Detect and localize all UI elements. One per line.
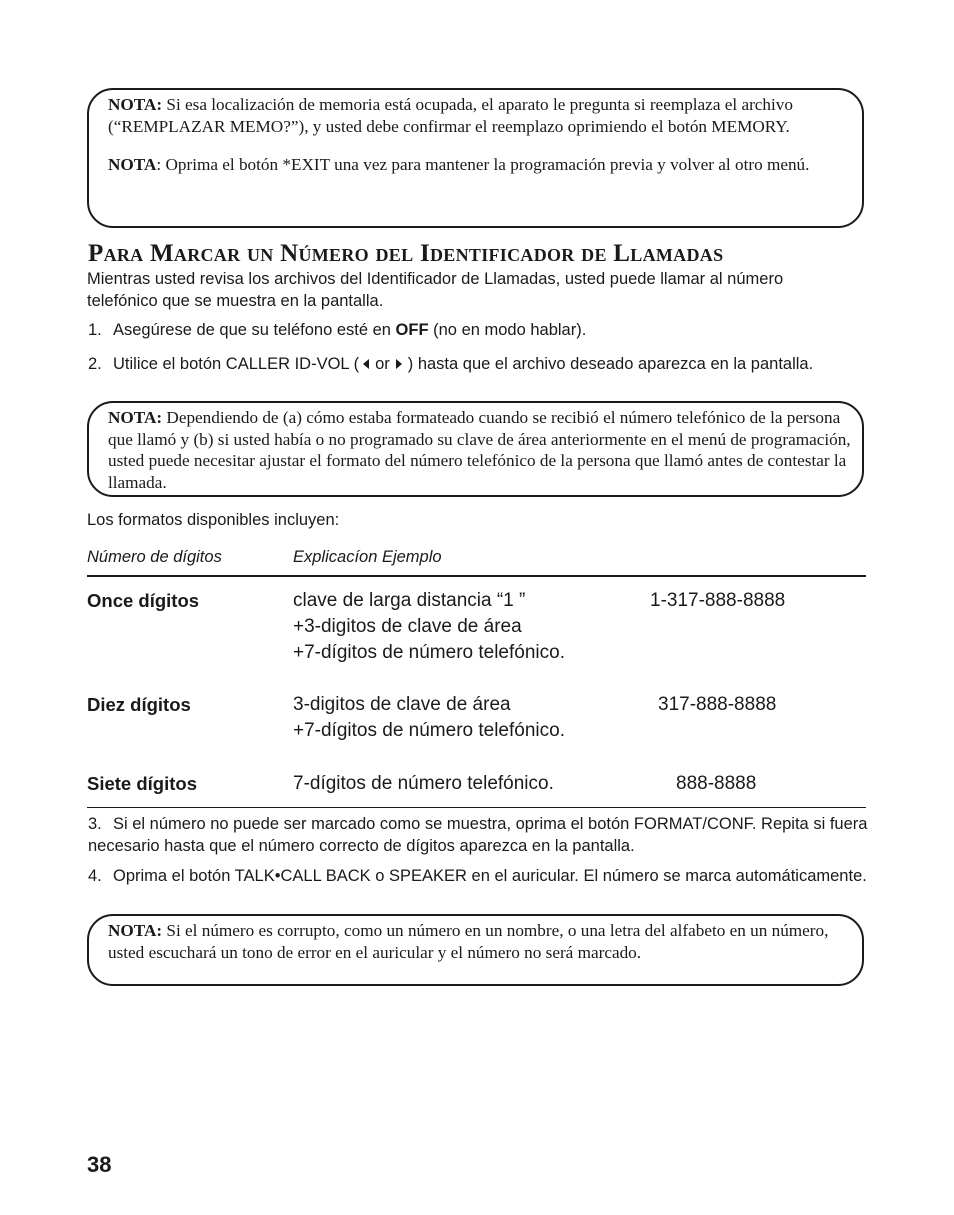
note-label: NOTA: <box>108 95 163 114</box>
row-label: Siete dígitos <box>87 773 197 794</box>
section-heading: Para Marcar un Número del Identificador de Llamadas <box>88 240 724 267</box>
page-number: 38 <box>87 1152 112 1177</box>
step-number: 2. <box>88 355 102 373</box>
intro-paragraph: Mientras usted revisa los archivos del Identificador de Llamadas, usted puede llamar al número telefónico que se muestra en la pantalla. <box>87 270 784 310</box>
row-explanation: 7-dígitos de número telefónico. <box>293 773 554 794</box>
row-explanation: +7-dígitos de número telefónico. <box>293 642 565 663</box>
step-text: Si el número no puede ser marcado como se muestra, oprima el botón FORMAT/CONF. Repita si fuera necesario hasta que el número correcto de dígitos aparezca en la pantalla. <box>88 815 868 855</box>
step-text: (no en modo hablar). <box>428 321 587 339</box>
row-explanation: 3-digitos de clave de área <box>293 694 511 715</box>
note-box-error <box>87 914 864 986</box>
note-text: Si esa localización de memoria está ocupada, el aparato le pregunta si reemplaza el archivo (“REMPLAZAR MEMO?”), y usted debe confirmar el reemplazo oprimiendo el botón MEMORY. <box>108 95 793 136</box>
step-number: 4. <box>88 867 102 885</box>
step-3 <box>88 813 868 857</box>
row-explanation: clave de larga distancia “1 ” <box>293 590 526 611</box>
step-text: Oprima el botón TALK•CALL BACK o SPEAKER en el auricular. El número se marca automáticamente. <box>113 867 867 885</box>
row-explanation: +7-dígitos de número telefónico. <box>293 720 565 741</box>
table-bottom-rule <box>87 807 866 808</box>
note-label: NOTA: <box>108 408 163 427</box>
step-emphasis: OFF <box>395 321 429 339</box>
table-header-explanation: Explicacíon Ejemplo <box>293 548 442 566</box>
note-paragraph <box>108 154 852 176</box>
note-box-format <box>87 401 864 497</box>
step-text: or <box>375 355 390 373</box>
note-label: NOTA <box>108 155 157 174</box>
table-header-digits: Número de dígitos <box>87 548 222 566</box>
note-box-memory <box>87 88 864 228</box>
step-2 <box>88 353 868 375</box>
row-example: 317-888-8888 <box>658 694 777 715</box>
step-number: 3. <box>88 815 102 833</box>
step-text: Utilice el botón CALLER ID-VOL ( <box>113 355 360 373</box>
row-example: 1-317-888-8888 <box>650 590 786 611</box>
row-label: Once dígitos <box>87 590 200 611</box>
note-text: Dependiendo de (a) cómo estaba formateado cuando se recibió el número telefónico de la persona que llamó y (b) si usted había o no programado su clave de área anteriormente en el menú de programación, usted puede necesitar ajustar el formato del número telefónico de la persona que llamó antes de contestar la llamada. <box>108 408 851 492</box>
step-text: ) hasta que el archivo deseado aparezca en la pantalla. <box>407 355 814 373</box>
row-example: 888-8888 <box>676 773 757 794</box>
note-text: : Oprima el botón *EXIT una vez para mantener la programación previa y volver al otro menú. <box>156 155 810 174</box>
row-label: Diez dígitos <box>87 694 191 715</box>
formats-intro: Los formatos disponibles incluyen: <box>87 511 340 529</box>
step-text: Asegúrese de que su teléfono esté en <box>113 321 396 339</box>
step-4 <box>88 865 868 887</box>
note-paragraph <box>108 407 852 493</box>
right-arrow-icon <box>396 359 402 369</box>
note-label: NOTA: <box>108 921 163 940</box>
note-paragraph <box>108 94 852 137</box>
step-1 <box>88 319 868 341</box>
note-paragraph <box>108 920 852 963</box>
note-text: Si el número es corrupto, como un número en un nombre, o una letra del alfabeto en un número, usted escuchará un tono de error en el auricular y el número no será marcado. <box>108 921 829 962</box>
step-number: 1. <box>88 321 102 339</box>
table-top-rule <box>87 575 866 577</box>
row-explanation: +3-digitos de clave de área <box>293 616 522 637</box>
left-arrow-icon <box>363 359 369 369</box>
